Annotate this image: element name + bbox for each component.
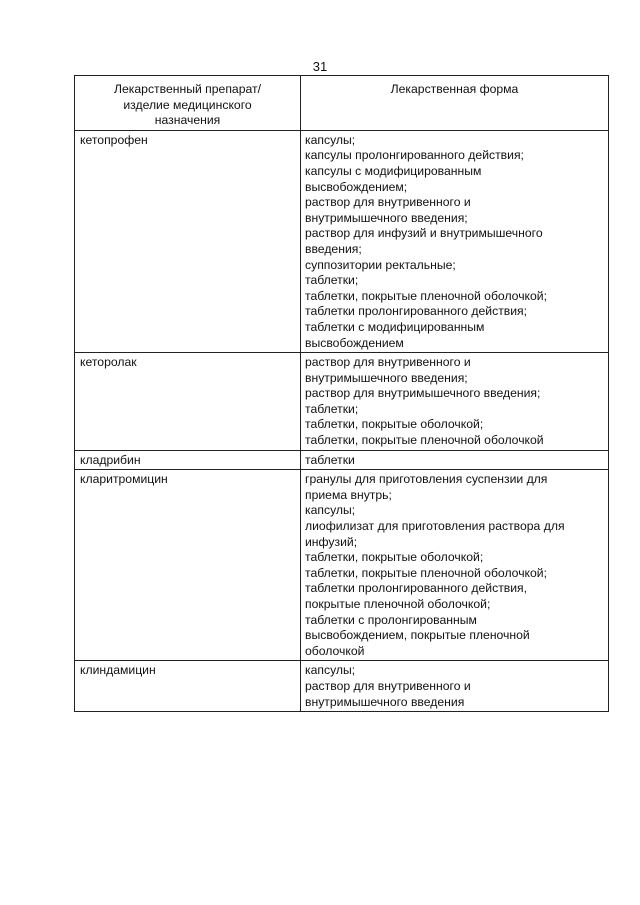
dosage-form-line: раствор для инфузий и внутримышечного bbox=[305, 226, 543, 241]
dosage-form-line: таблетки, покрытые оболочкой; bbox=[305, 417, 484, 432]
dosage-form-line: оболочкой bbox=[305, 643, 365, 658]
dosage-form-line: покрытые пленочной оболочкой; bbox=[305, 597, 491, 611]
dosage-form-line: внутримышечного введения; bbox=[305, 210, 468, 225]
header-drug bbox=[75, 76, 301, 131]
dosage-form-line: высвобождением; bbox=[305, 179, 408, 194]
dosage-form-line: введения; bbox=[305, 241, 362, 256]
drug-forms bbox=[301, 353, 609, 451]
drug-name: клиндамицин bbox=[75, 661, 301, 712]
dosage-form-line: капсулы с модифицированным bbox=[305, 163, 482, 178]
dosage-form-line: высвобождением bbox=[305, 335, 404, 350]
drug-forms bbox=[301, 130, 609, 352]
header-form-label: Лекарственная форма bbox=[390, 82, 519, 96]
table-body bbox=[75, 130, 609, 711]
dosage-form-line: гранулы для приготовления суспензии для bbox=[305, 472, 548, 487]
drug-name: кеторолак bbox=[75, 353, 301, 451]
drug-name: кларитромицин bbox=[75, 470, 301, 661]
dosage-form-line: приема внутрь; bbox=[305, 487, 392, 502]
dosage-form-line: внутримышечного введения bbox=[305, 694, 465, 709]
drug-name: кладрибин bbox=[75, 450, 301, 470]
drug-name: кетопрофен bbox=[75, 130, 301, 352]
dosage-form-line: таблетки с пролонгированным bbox=[305, 612, 477, 627]
table-row bbox=[75, 130, 609, 352]
dosage-form-line: инфузий; bbox=[305, 534, 358, 549]
dosage-form-line: таблетки, покрытые пленочной оболочкой; bbox=[305, 288, 547, 303]
table-row bbox=[75, 661, 609, 712]
dosage-form-line: капсулы пролонгированного действия; bbox=[305, 148, 524, 163]
drug-forms bbox=[301, 470, 609, 661]
dosage-form-line: лиофилизат для приготовления раствора для bbox=[305, 519, 565, 534]
table-row bbox=[75, 450, 609, 470]
header-form bbox=[301, 76, 609, 131]
dosage-form-line: внутримышечного введения; bbox=[305, 370, 468, 385]
dosage-form-line: таблетки, покрытые пленочной оболочкой bbox=[305, 433, 544, 448]
header-drug-line: Лекарственный препарат/ bbox=[114, 82, 261, 96]
dosage-form-line: таблетки; bbox=[305, 401, 359, 416]
drug-forms-table bbox=[74, 75, 609, 712]
table-header-row bbox=[75, 76, 609, 131]
dosage-form-line: раствор для внутривенного и bbox=[305, 355, 471, 370]
table-row bbox=[75, 470, 609, 661]
dosage-form-line: таблетки, покрытые пленочной оболочкой; bbox=[305, 565, 547, 580]
dosage-form-line: таблетки пролонгированного действия; bbox=[305, 304, 528, 319]
dosage-form-line: таблетки пролонгированного действия, bbox=[305, 581, 528, 596]
dosage-form-line: таблетки, покрытые оболочкой; bbox=[305, 550, 484, 565]
dosage-form-line: таблетки с модифицированным bbox=[305, 319, 485, 334]
drug-forms bbox=[301, 450, 609, 470]
dosage-form-line: таблетки; bbox=[305, 273, 359, 288]
dosage-form-line: высвобождением, покрытые пленочной bbox=[305, 628, 530, 643]
dosage-form-line: раствор для внутривенного и bbox=[305, 195, 471, 210]
dosage-form-line: раствор для внутримышечного введения; bbox=[305, 386, 541, 401]
dosage-form-line: капсулы; bbox=[305, 132, 356, 147]
dosage-form-line: капсулы; bbox=[305, 663, 356, 678]
header-drug-line: назначения bbox=[154, 113, 221, 128]
page-number: 31 bbox=[312, 59, 328, 74]
dosage-form-line: раствор для внутривенного и bbox=[305, 678, 471, 693]
header-drug-line: изделие медицинского bbox=[123, 97, 252, 112]
table-row bbox=[75, 353, 609, 451]
dosage-form-line: суппозитории ректальные; bbox=[305, 257, 456, 272]
dosage-form-line: капсулы; bbox=[305, 503, 356, 518]
dosage-form-line: таблетки bbox=[305, 452, 355, 467]
drug-forms bbox=[301, 661, 609, 712]
